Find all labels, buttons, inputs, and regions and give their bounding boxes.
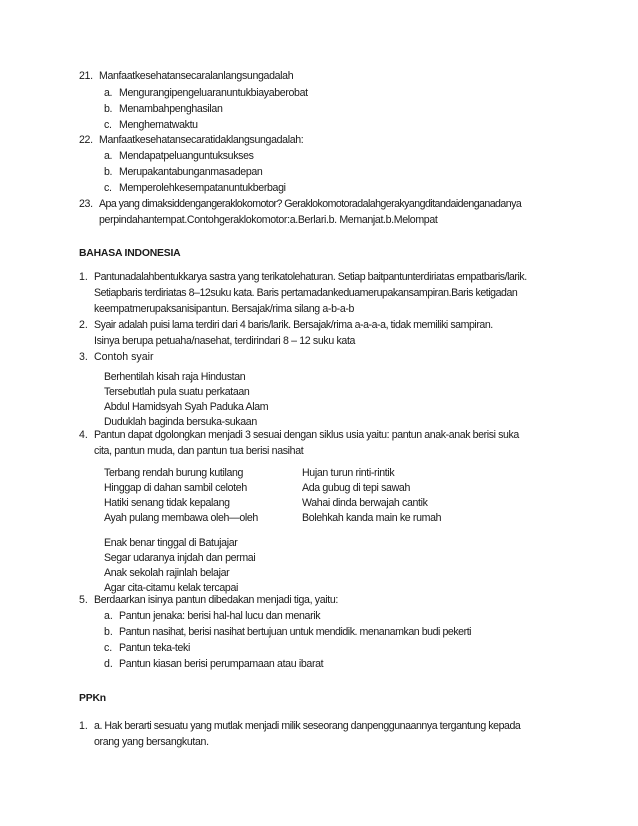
- poem-line: Hatiki senang tidak kepalang: [104, 497, 230, 509]
- item-number: 1.: [79, 720, 88, 732]
- option-text: Menghematwaktu: [119, 119, 198, 131]
- option-text: Pantun kiasan berisi perumpamaan atau ibarat: [119, 658, 324, 670]
- item-text-line: Pantun dapat dgolongkan menjadi 3 sesuai dengan siklus usia yaitu: pantun anak-anak berisi suka: [94, 429, 519, 441]
- question-text: Manfaatkesehatansecaralanlangsungadalah: [99, 70, 294, 82]
- item-number: 3.: [79, 351, 88, 363]
- poem-line: Anak sekolah rajinlah belajar: [104, 567, 230, 579]
- option-text: Pantun nasihat, berisi nasihat bertujuan untuk mendidik. menanamkan budi pekerti: [119, 626, 472, 638]
- option-label: b.: [104, 103, 113, 115]
- pantun-example-right: [302, 466, 441, 526]
- item-text-line: Syair adalah puisi lama terdiri dari 4 baris/larik. Bersajak/rima a-a-a-a, tidak memiliki sampiran.: [94, 319, 493, 331]
- poem-line: Tersebutlah pula suatu perkataan: [104, 386, 250, 398]
- poem-line: Hujan turun rinti-rintik: [302, 467, 395, 479]
- item-text-line: Setiapbaris terdiriatas 8–12suku kata. Baris pertamadankeduamerupakansampiran.Baris ketigadan: [94, 287, 518, 299]
- option-label: c.: [104, 119, 112, 131]
- option-text: Pantun jenaka: berisi hal-hal lucu dan menarik: [119, 610, 321, 622]
- item-number: 1.: [79, 271, 88, 283]
- item-text-line: cita, pantun muda, dan pantun tua berisi nasihat: [94, 445, 304, 457]
- item-text-line: a. Hak berarti sesuatu yang mutlak menjadi milik seseorang danpenggunaannya tergantung kepada: [94, 720, 521, 732]
- poem-line: Ada gubug di tepi sawah: [302, 482, 410, 494]
- item-text-line: orang yang bersangkutan.: [94, 736, 209, 748]
- option-label: b.: [104, 626, 113, 638]
- poem-line: Enak benar tinggal di Batujajar: [104, 537, 238, 549]
- item-number: 2.: [79, 319, 88, 331]
- section-heading-bahasa-indonesia: BAHASA INDONESIA: [79, 248, 181, 259]
- poem-line: Berhentilah kisah raja Hindustan: [104, 371, 246, 383]
- poem-line: Agar cita-citamu kelak tercapai: [104, 582, 238, 594]
- option-text: Pantun teka-teki: [119, 642, 190, 654]
- item-text-line: keempatmerupaksanisipantun. Bersajak/rima silang a-b-a-b: [94, 303, 355, 315]
- syair-example: [104, 370, 268, 430]
- item-number: 5.: [79, 594, 88, 606]
- poem-line: Terbang rendah burung kutilang: [104, 467, 244, 479]
- question-text-line: Apa yang dimaksiddengangeraklokomotor? Geraklokomotoradalahgerakyangditandaidenganadanya: [99, 198, 522, 210]
- item-number: 4.: [79, 429, 88, 441]
- question-number: 21.: [79, 70, 93, 82]
- pantun-example-third: [104, 536, 255, 596]
- option-label: a.: [104, 150, 113, 162]
- option-label: c.: [104, 182, 112, 194]
- option-text: Mengurangipengeluaranuntukbiayaberobat: [119, 87, 308, 99]
- poem-line: Segar udaranya injdah dan permai: [104, 552, 256, 564]
- option-label: c.: [104, 642, 113, 654]
- poem-line: Duduklah baginda bersuka-sukaan: [104, 416, 257, 428]
- item-text-line: Isinya berupa petuaha/nasehat, terdirindari 8 – 12 suku kata: [94, 335, 356, 347]
- poem-line: Abdul Hamidsyah Syah Paduka Alam: [104, 401, 269, 413]
- option-text: Merupakantabunganmasadepan: [119, 166, 263, 178]
- option-label: a.: [104, 87, 113, 99]
- poem-line: Bolehkah kanda main ke rumah: [302, 512, 442, 524]
- item-text: Berdaarkan isinya pantun dibedakan menjadi tiga, yaitu:: [94, 594, 339, 606]
- option-label: b.: [104, 166, 113, 178]
- section-heading-ppkn: PPKn: [79, 693, 106, 704]
- option-text: Mendapatpeluanguntuksukses: [119, 150, 254, 162]
- option-text: Menambahpenghasilan: [119, 103, 223, 115]
- option-text: Memperolehkesempatanuntukberbagi: [119, 182, 286, 194]
- question-text: Manfaatkesehatansecaratidaklangsungadalah:: [99, 134, 304, 146]
- poem-line: Hinggap di dahan sambil celoteh: [104, 482, 247, 494]
- question-number: 22.: [79, 134, 93, 146]
- question-number: 23.: [79, 198, 93, 210]
- item-text-line: Pantunadalahbentukkarya sastra yang terikatolehaturan. Setiap baitpantunterdiriatas empatbaris/larik.: [94, 271, 527, 283]
- option-label: a.: [104, 610, 113, 622]
- question-text-line: perpindahantempat.Contohgeraklokomotor:a.Berlari.b. Memanjat.b.Melompat: [99, 214, 438, 226]
- poem-line: Wahai dinda berwajah cantik: [302, 497, 428, 509]
- poem-line: Ayah pulang membawa oleh—oleh: [104, 512, 258, 524]
- pantun-example-left: [104, 466, 258, 526]
- option-label: d.: [104, 658, 113, 670]
- item-text: Contoh syair: [94, 351, 154, 363]
